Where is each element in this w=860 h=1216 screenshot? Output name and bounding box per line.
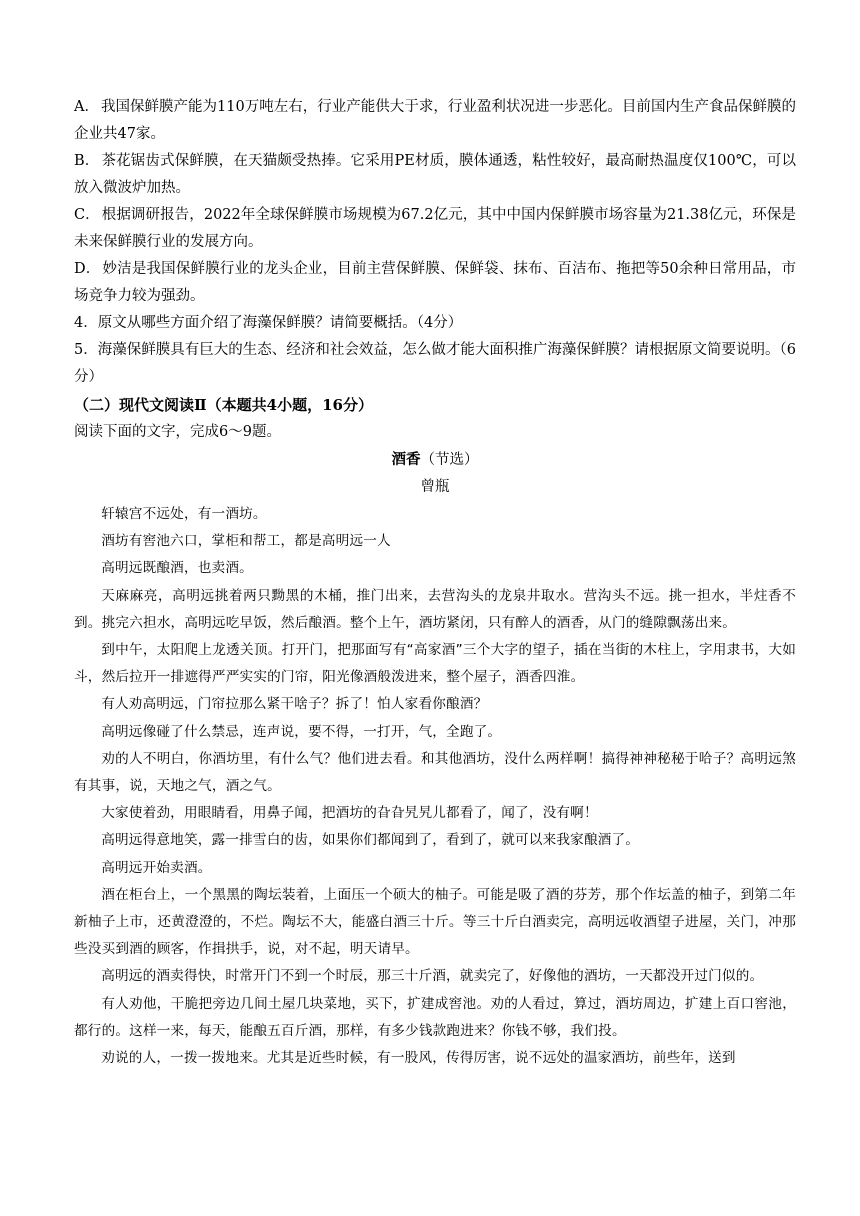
option-text: 茶花锯齿式保鲜膜，在天猫颇受热捧。它采用PE材质，膜体通透，粘性较好，最高耐热温度仅100℃，可以放入微波炉加热。 [74, 153, 797, 196]
article-author: 曾瓶 [420, 479, 450, 495]
option-text: 我国保鲜膜产能为110万吨左右，行业产能供大于求，行业盈利状况进一步恶化。目前国内生产食品保鲜膜的企业共47家。 [74, 99, 797, 142]
article-paragraph: 天麻麻亮，高明远挑着两只黝黑的木桶，推门出来，去营沟头的龙泉井取水。营沟头不远。挑一担水，半炷香不到。挑完六担水，高明远吃早饭，然后酿酒。整个上午，酒坊紧闭，只有醉人的酒香，从门的缝隙飘荡出来。 [74, 587, 796, 631]
option-d [74, 256, 796, 310]
section-instruction: 阅读下面的文字，完成6～9题。 [74, 424, 281, 440]
option-label: B． [74, 153, 100, 169]
article-paragraph: 酒在柜台上，一个黑黑的陶坛装着，上面压一个硕大的柚子。可能是吸了酒的芬芳，那个作坛盖的柚子，到第二年新柚子上市，还黄澄澄的，不烂。陶坛不大，能盛白酒三十斤。等三十斤白酒卖完，高明远收酒望子进屋，关门，冲那些没买到酒的顾客，作揖拱手，说，对不起，明天请早。 [74, 886, 796, 958]
question-5: 5．海藻保鲜膜具有巨大的生态、经济和社会效益，怎么做才能大面积推广海藻保鲜膜？请根据原文简要说明。（6分） [74, 342, 796, 385]
document-content [74, 94, 796, 1072]
option-text: 根据调研报告，2022年全球保鲜膜市场规模为67.2亿元，其中中国内保鲜膜市场容量为21.38亿元，环保是未来保鲜膜行业的发展方向。 [74, 207, 796, 250]
article-paragraph: 劝的人不明白，你酒坊里，有什么气？他们进去看。和其他酒坊，没什么两样啊！搞得神神秘秘于哈子？高明远煞有其事，说，天地之气，酒之气。 [74, 750, 796, 795]
question-4: 4．原文从哪些方面介绍了海藻保鲜膜？请简要概括。（4分） [74, 315, 463, 331]
article-paragraph: 到中午，太阳爬上龙透关顶。打开门，把那面写有“高家酒”三个大字的望子，插在当街的木柱上，字用隶书，大如斗，然后拉开一排遮得严严实实的门帘，阳光像酒般泼进来，整个屋子，酒香四淮。 [74, 642, 796, 686]
article-paragraph: 有人劝他，干脆把旁边几间土屋几块菜地，买下，扩建成窖池。劝的人看过，算过，酒坊周边，扩建上百口窖池，都行的。这样一来，每天，能酿五百斤酒，那样，有多少钱款跑进来？你钱不够，我们投。 [74, 995, 796, 1039]
article-body [74, 501, 796, 1072]
article-paragraph: 大家使着劲，用眼睛看，用鼻子闻，把酒坊的旮旮旯旯儿都看了，闻了，没有啊！ [101, 805, 598, 822]
option-label: D． [74, 261, 101, 277]
article-paragraph: 高明远既酿酒，也卖酒。 [101, 560, 253, 577]
article-title-text: 酒香 [391, 451, 421, 468]
option-a [74, 94, 796, 148]
section-heading: （二）现代文阅读Ⅱ（本题共4小题，16分） [74, 396, 373, 414]
option-b [74, 148, 796, 202]
option-text: 妙洁是我国保鲜膜行业的龙头企业，目前主营保鲜膜、保鲜袋、抹布、百洁布、拖把等50余种日常用品，市场竞争力较为强劲。 [74, 261, 796, 304]
article-paragraph: 劝说的人，一拨一拨地来。尤其是近些时候，有一股风，传得厉害，说不远处的温家酒坊，前些年，送到 [101, 1050, 736, 1067]
article-paragraph: 有人劝高明远，门帘拉那么紧干啥子？拆了！怕人家看你酿酒？ [101, 696, 488, 713]
article-paragraph: 轩辕宫不远处，有一酒坊。 [101, 506, 267, 522]
article-paragraph: 高明远像碰了什么禁忌，连声说，要不得，一打开，气，全跑了。 [101, 723, 502, 740]
option-c [74, 202, 796, 256]
article-paragraph: 酒坊有窖池六口，掌柜和帮工，都是高明远一人 [101, 533, 391, 550]
answer-options [74, 94, 796, 310]
article-title [74, 446, 796, 474]
article-title-note: （节选） [420, 452, 479, 468]
article-paragraph: 高明远开始卖酒。 [101, 859, 212, 876]
article-paragraph: 高明远得意地笑，露一排雪白的齿，如果你们都闻到了，看到了，就可以来我家酿酒了。 [101, 832, 640, 849]
option-label: A． [74, 99, 99, 115]
article-paragraph: 高明远的酒卖得快，时常开门不到一个时辰，那三十斤酒，就卖完了，好像他的酒坊，一天都没开过门似的。 [101, 968, 764, 985]
option-label: C． [74, 207, 100, 223]
